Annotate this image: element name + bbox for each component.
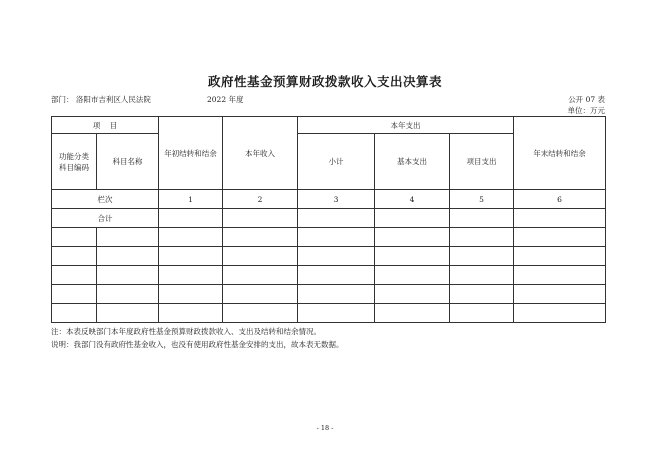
table-cell	[450, 304, 514, 323]
table-cell	[97, 266, 159, 285]
project-expense-header: 项目支出	[450, 134, 514, 190]
table-cell	[97, 247, 159, 266]
subject-name-header: 科目名称	[97, 134, 159, 190]
table-cell	[514, 285, 606, 304]
table-cell	[298, 209, 375, 228]
column-number: 5	[450, 190, 514, 209]
column-number: 4	[375, 190, 450, 209]
table-cell	[97, 228, 159, 247]
table-cell	[52, 266, 97, 285]
table-cell	[159, 209, 223, 228]
table-cell	[97, 285, 159, 304]
table-cell	[375, 285, 450, 304]
table-cell	[52, 247, 97, 266]
table-cell	[450, 285, 514, 304]
header-row-1	[52, 117, 606, 134]
table-cell	[159, 228, 223, 247]
table-note: 注：本表反映部门本年度政府性基金预算财政拨款收入、支出及结转和结余情况。	[51, 327, 321, 336]
opening-balance-header: 年初结转和结余	[159, 117, 223, 190]
table-cell	[223, 266, 298, 285]
column-number: 6	[514, 190, 606, 209]
project-header: 项 目	[52, 117, 159, 134]
table-row	[52, 228, 606, 247]
current-income-header: 本年收入	[223, 117, 298, 190]
table-cell	[159, 304, 223, 323]
closing-balance-header: 年末结转和结余	[514, 117, 606, 190]
table-cell	[375, 304, 450, 323]
table-cell	[97, 304, 159, 323]
table-cell	[298, 285, 375, 304]
table-cell	[159, 266, 223, 285]
department-name: 洛阳市吉利区人民法院	[75, 95, 151, 104]
table-explanation: 说明：我部门没有政府性基金收入，也没有使用政府性基金安排的支出，故本表无数据。	[51, 340, 344, 349]
column-number: 1	[159, 190, 223, 209]
department-line	[51, 94, 151, 105]
table-cell	[223, 247, 298, 266]
column-number-row	[52, 190, 606, 209]
table-cell	[223, 285, 298, 304]
table-cell	[514, 266, 606, 285]
table-row	[52, 247, 606, 266]
table-row	[52, 285, 606, 304]
table-cell	[159, 247, 223, 266]
table-cell	[223, 228, 298, 247]
table-cell	[223, 304, 298, 323]
current-expense-header: 本年支出	[298, 117, 514, 134]
fiscal-year: 2022 年度	[207, 95, 244, 104]
table-cell	[514, 304, 606, 323]
table-row	[52, 266, 606, 285]
table-cell	[375, 266, 450, 285]
column-number: 2	[223, 190, 298, 209]
table-cell	[450, 266, 514, 285]
table-cell	[375, 247, 450, 266]
table-cell	[159, 285, 223, 304]
table-cell	[298, 304, 375, 323]
table-cell	[223, 209, 298, 228]
table-cell	[298, 266, 375, 285]
table-cell	[52, 285, 97, 304]
page-number: - 18 -	[316, 424, 334, 432]
form-code: 公开 07 表	[568, 95, 605, 104]
total-row	[52, 209, 606, 228]
table-cell	[298, 247, 375, 266]
subtotal-header: 小计	[298, 134, 375, 190]
table-cell	[375, 209, 450, 228]
column-no-label: 栏次	[52, 190, 159, 209]
table-cell	[514, 247, 606, 266]
budget-table	[51, 116, 606, 323]
column-number: 3	[298, 190, 375, 209]
table-cell	[514, 209, 606, 228]
department-label: 部门：	[51, 95, 74, 104]
basic-expense-header: 基本支出	[375, 134, 450, 190]
table-cell	[514, 228, 606, 247]
table-cell	[450, 228, 514, 247]
table-cell	[52, 304, 97, 323]
table-cell	[375, 228, 450, 247]
table-cell	[52, 228, 97, 247]
unit-label: 单位：万元	[567, 106, 605, 115]
func-code-header: 功能分类 科目编码	[52, 134, 97, 190]
table-cell	[298, 228, 375, 247]
page-title: 政府性基金预算财政拨款收入支出决算表	[207, 74, 442, 89]
table-cell	[450, 209, 514, 228]
table-row	[52, 304, 606, 323]
table-cell	[450, 247, 514, 266]
total-label: 合计	[52, 209, 159, 228]
